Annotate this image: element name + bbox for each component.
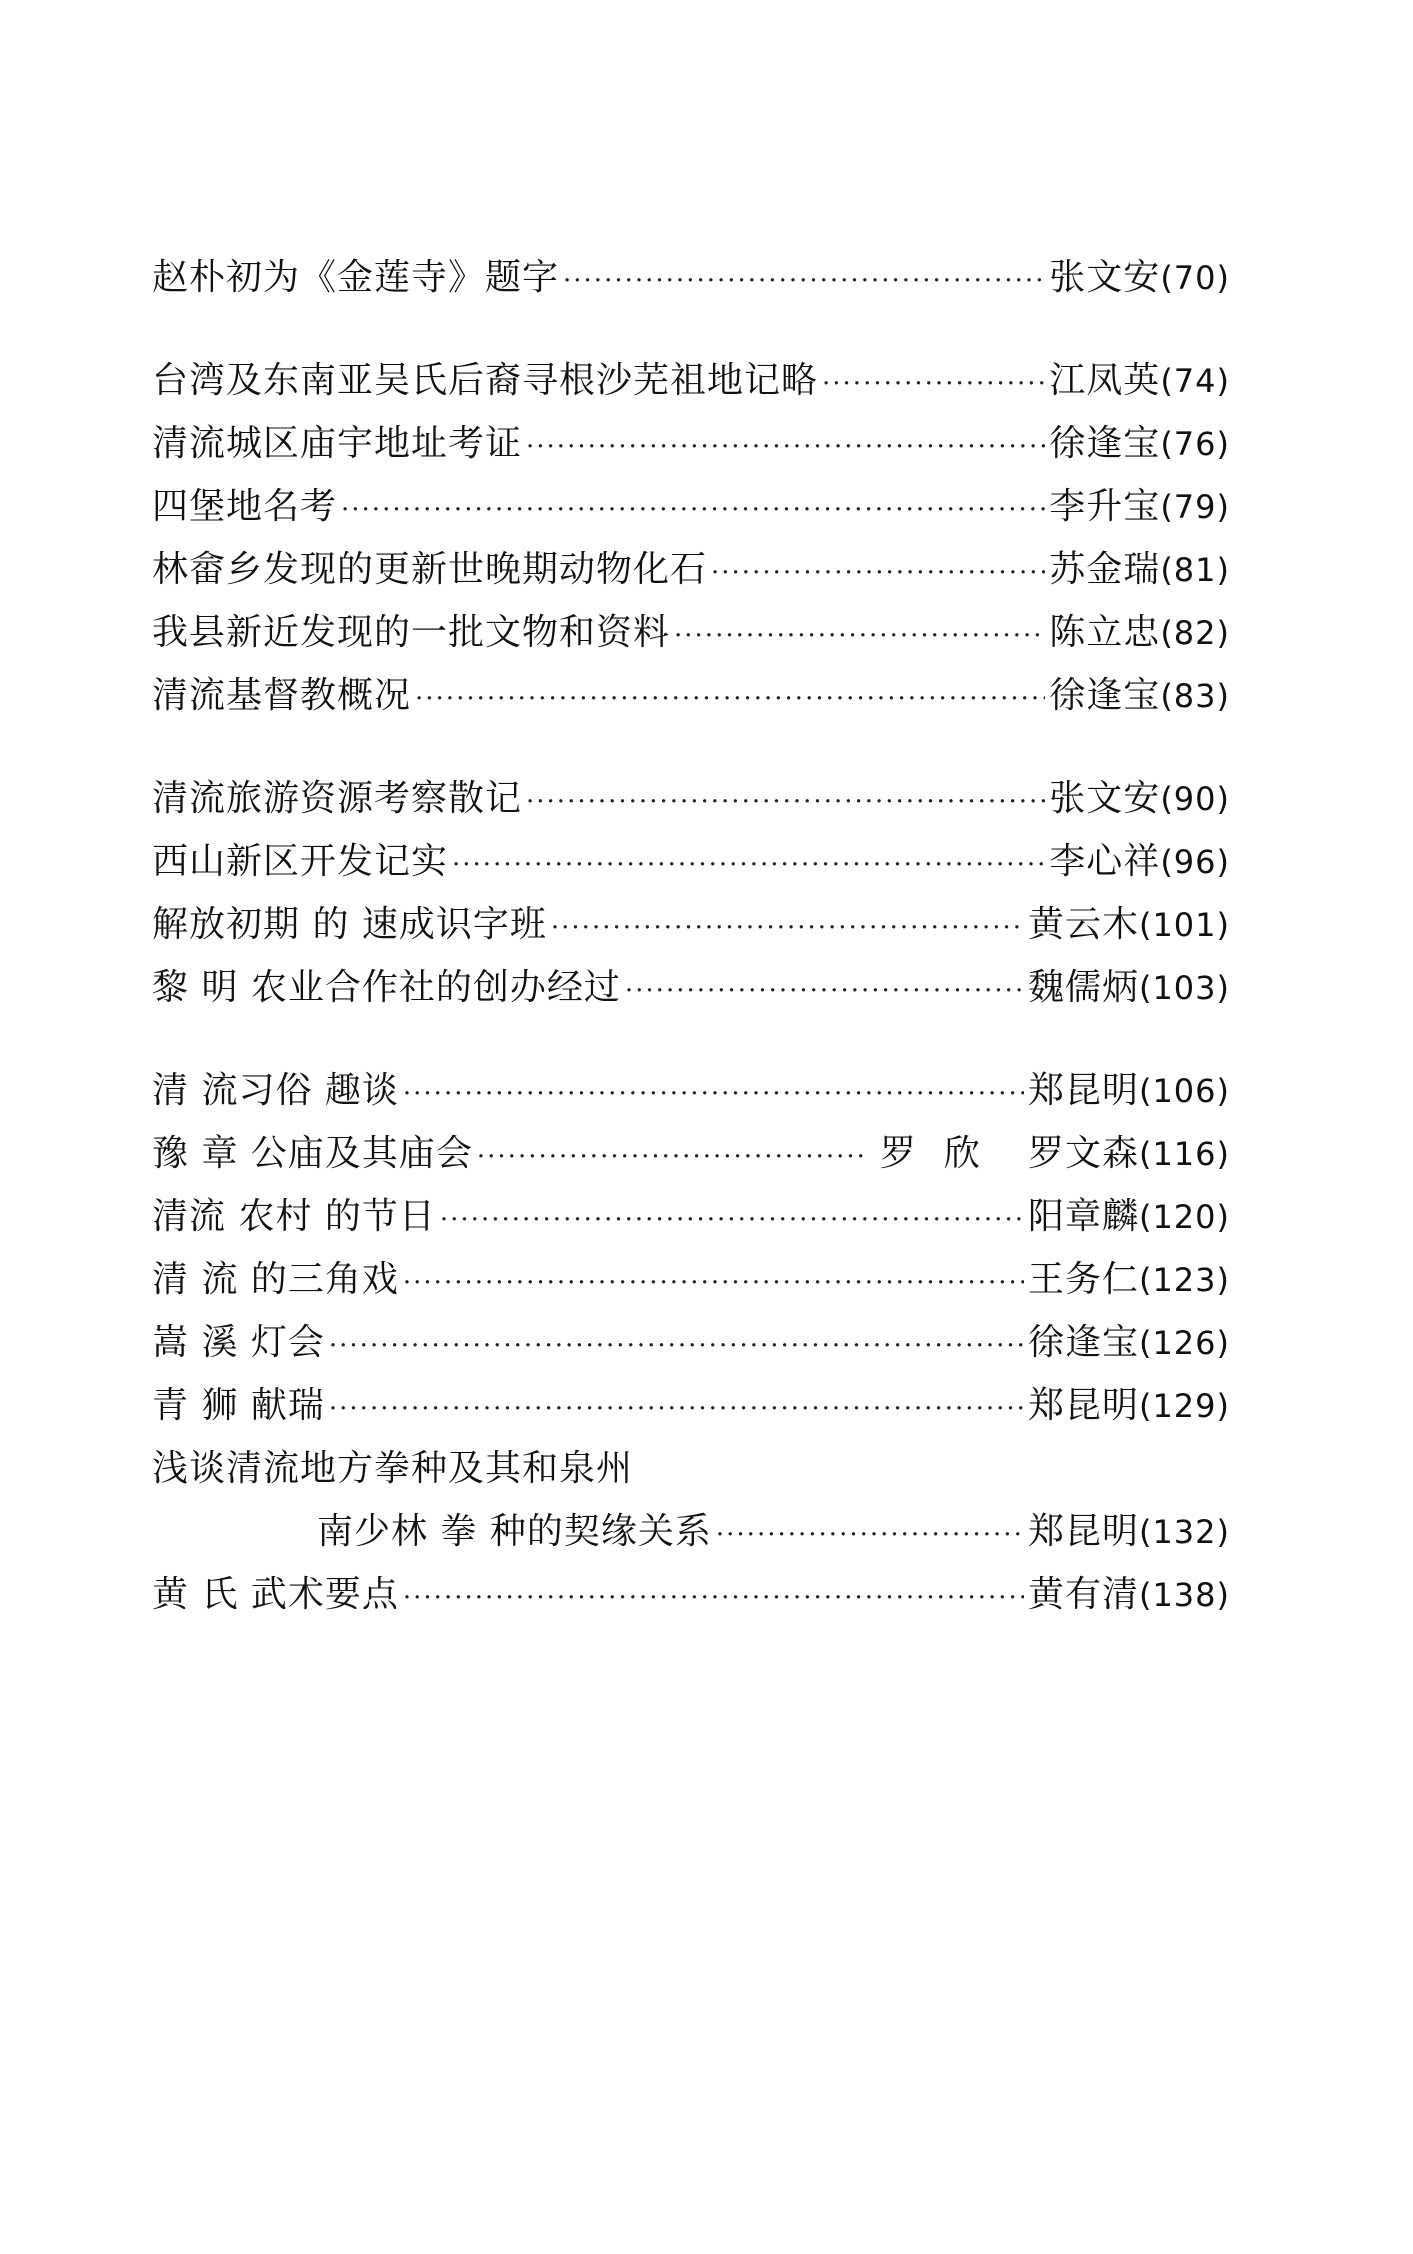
toc-entry: [152, 1248, 1230, 1311]
dot-leader: [674, 605, 1045, 668]
entry-page-number: (76): [1160, 425, 1230, 463]
entry-page-number: (138): [1138, 1576, 1230, 1614]
dot-leader: [440, 1189, 1024, 1252]
entry-title: 黎 明 农业合作社的创办经过: [152, 967, 621, 1008]
dot-leader: [477, 1126, 868, 1189]
dot-leader: [403, 1252, 1024, 1315]
toc-entry: [152, 1185, 1230, 1248]
dot-leader: [403, 1567, 1024, 1630]
toc-entry: [152, 830, 1230, 893]
entry-title: 青 狮 献瑞: [152, 1385, 325, 1426]
entry-author: 郑昆明: [1027, 1511, 1139, 1552]
entry-page-number: (74): [1160, 362, 1230, 400]
entry-author: 李升宝: [1049, 486, 1161, 527]
entry-author: 郑昆明: [1027, 1385, 1139, 1426]
toc-group: [152, 246, 1230, 309]
entry-title: 四堡地名考: [152, 486, 338, 527]
entry-title: 南少林 拳 种的契缘关系: [317, 1511, 712, 1552]
toc-entry: [152, 1500, 1230, 1563]
entry-title: 嵩 溪 灯会: [152, 1322, 325, 1363]
entry-title: 西山新区开发记实: [152, 841, 449, 882]
dot-leader: [329, 1378, 1024, 1441]
entry-author: 黄云木: [1027, 904, 1139, 945]
entry-author: 黄有清: [1027, 1574, 1139, 1615]
entry-author: 魏儒炳: [1027, 967, 1139, 1008]
toc-entry: [152, 893, 1230, 956]
toc-entry: [152, 412, 1230, 475]
dot-leader: [526, 416, 1045, 479]
dot-leader: [625, 960, 1024, 1023]
dot-leader: [716, 1504, 1024, 1567]
toc-entry: [152, 1311, 1230, 1374]
entry-page-number: (81): [1160, 551, 1230, 589]
entry-title: 清流城区庙宇地址考证: [152, 423, 523, 464]
entry-title: 赵朴初为《金莲寺》题字: [152, 257, 560, 298]
dot-leader: [415, 668, 1045, 731]
entry-page-number: (120): [1138, 1198, 1230, 1236]
entry-page-number: (79): [1160, 488, 1230, 526]
entry-page-number: (123): [1138, 1261, 1230, 1299]
toc-entry: [152, 246, 1230, 309]
entry-author: 徐逢宝: [1049, 423, 1161, 464]
dot-leader: [551, 897, 1024, 960]
entry-author: 徐逢宝: [1049, 675, 1161, 716]
toc-entry: [152, 349, 1230, 412]
toc-entry: [152, 1437, 1230, 1500]
entry-title: 我县新近发现的一批文物和资料: [152, 612, 671, 653]
entry-page-number: (83): [1160, 677, 1230, 715]
entry-title: 豫 章 公庙及其庙会: [152, 1133, 473, 1174]
entry-page-number: (132): [1138, 1513, 1230, 1551]
entry-title: 清流 农村 的节日: [152, 1196, 436, 1237]
dot-leader: [711, 542, 1045, 605]
entry-page-number: (70): [1160, 259, 1230, 297]
entry-title: 台湾及东南亚吴氏后裔寻根沙芜祖地记略: [152, 360, 819, 401]
toc-entry: [152, 956, 1230, 1019]
entry-page-number: (101): [1138, 906, 1230, 944]
toc-group: [152, 1059, 1230, 1626]
entry-author: 陈立忠: [1049, 612, 1161, 653]
entry-title: 浅谈清流地方拳种及其和泉州: [152, 1448, 634, 1489]
entry-author: 罗文森: [1027, 1133, 1139, 1174]
entry-title: 清流旅游资源考察散记: [152, 778, 523, 819]
entry-author: 张文安: [1049, 257, 1161, 298]
dot-leader: [403, 1063, 1024, 1126]
entry-title: 清 流 的三角戏: [152, 1259, 399, 1300]
entry-page-number: (116): [1138, 1135, 1230, 1173]
dot-leader: [341, 479, 1045, 542]
dot-leader: [329, 1315, 1024, 1378]
entry-title: 清 流习俗 趣谈: [152, 1070, 399, 1111]
entry-author: 张文安: [1049, 778, 1161, 819]
entry-page-number: (82): [1160, 614, 1230, 652]
dot-leader: [452, 834, 1045, 897]
toc-entry: [152, 538, 1230, 601]
entry-author: 苏金瑞: [1049, 549, 1161, 590]
dot-leader: [822, 353, 1045, 416]
entry-author: 阳章麟: [1027, 1196, 1139, 1237]
toc-entry: [152, 1122, 1230, 1185]
toc-group: [152, 767, 1230, 1019]
toc-entry: [152, 1059, 1230, 1122]
toc-entry: [152, 1563, 1230, 1626]
entry-title: 解放初期 的 速成识字班: [152, 904, 547, 945]
entry-coauthor: 罗欣: [879, 1133, 1008, 1174]
entry-author: 李心祥: [1049, 841, 1161, 882]
entry-title: 林畲乡发现的更新世晚期动物化石: [152, 549, 708, 590]
dot-leader: [563, 250, 1045, 313]
toc-entry: [152, 475, 1230, 538]
entry-author: 郑昆明: [1027, 1070, 1139, 1111]
table-of-contents: [152, 246, 1230, 1626]
toc-group: [152, 349, 1230, 727]
entry-author: 徐逢宝: [1027, 1322, 1139, 1363]
toc-entry: [152, 767, 1230, 830]
entry-page-number: (106): [1138, 1072, 1230, 1110]
entry-author: 江凤英: [1049, 360, 1161, 401]
entry-page-number: (90): [1160, 780, 1230, 818]
entry-page-number: (96): [1160, 843, 1230, 881]
entry-title: 清流基督教概况: [152, 675, 412, 716]
entry-page-number: (129): [1138, 1387, 1230, 1425]
dot-leader: [526, 771, 1045, 834]
entry-title: 黄 氏 武术要点: [152, 1574, 399, 1615]
toc-entry: [152, 1374, 1230, 1437]
entry-author: 王务仁: [1027, 1259, 1139, 1300]
entry-page-number: (126): [1138, 1324, 1230, 1362]
toc-entry: [152, 664, 1230, 727]
entry-page-number: (103): [1138, 969, 1230, 1007]
toc-entry: [152, 601, 1230, 664]
